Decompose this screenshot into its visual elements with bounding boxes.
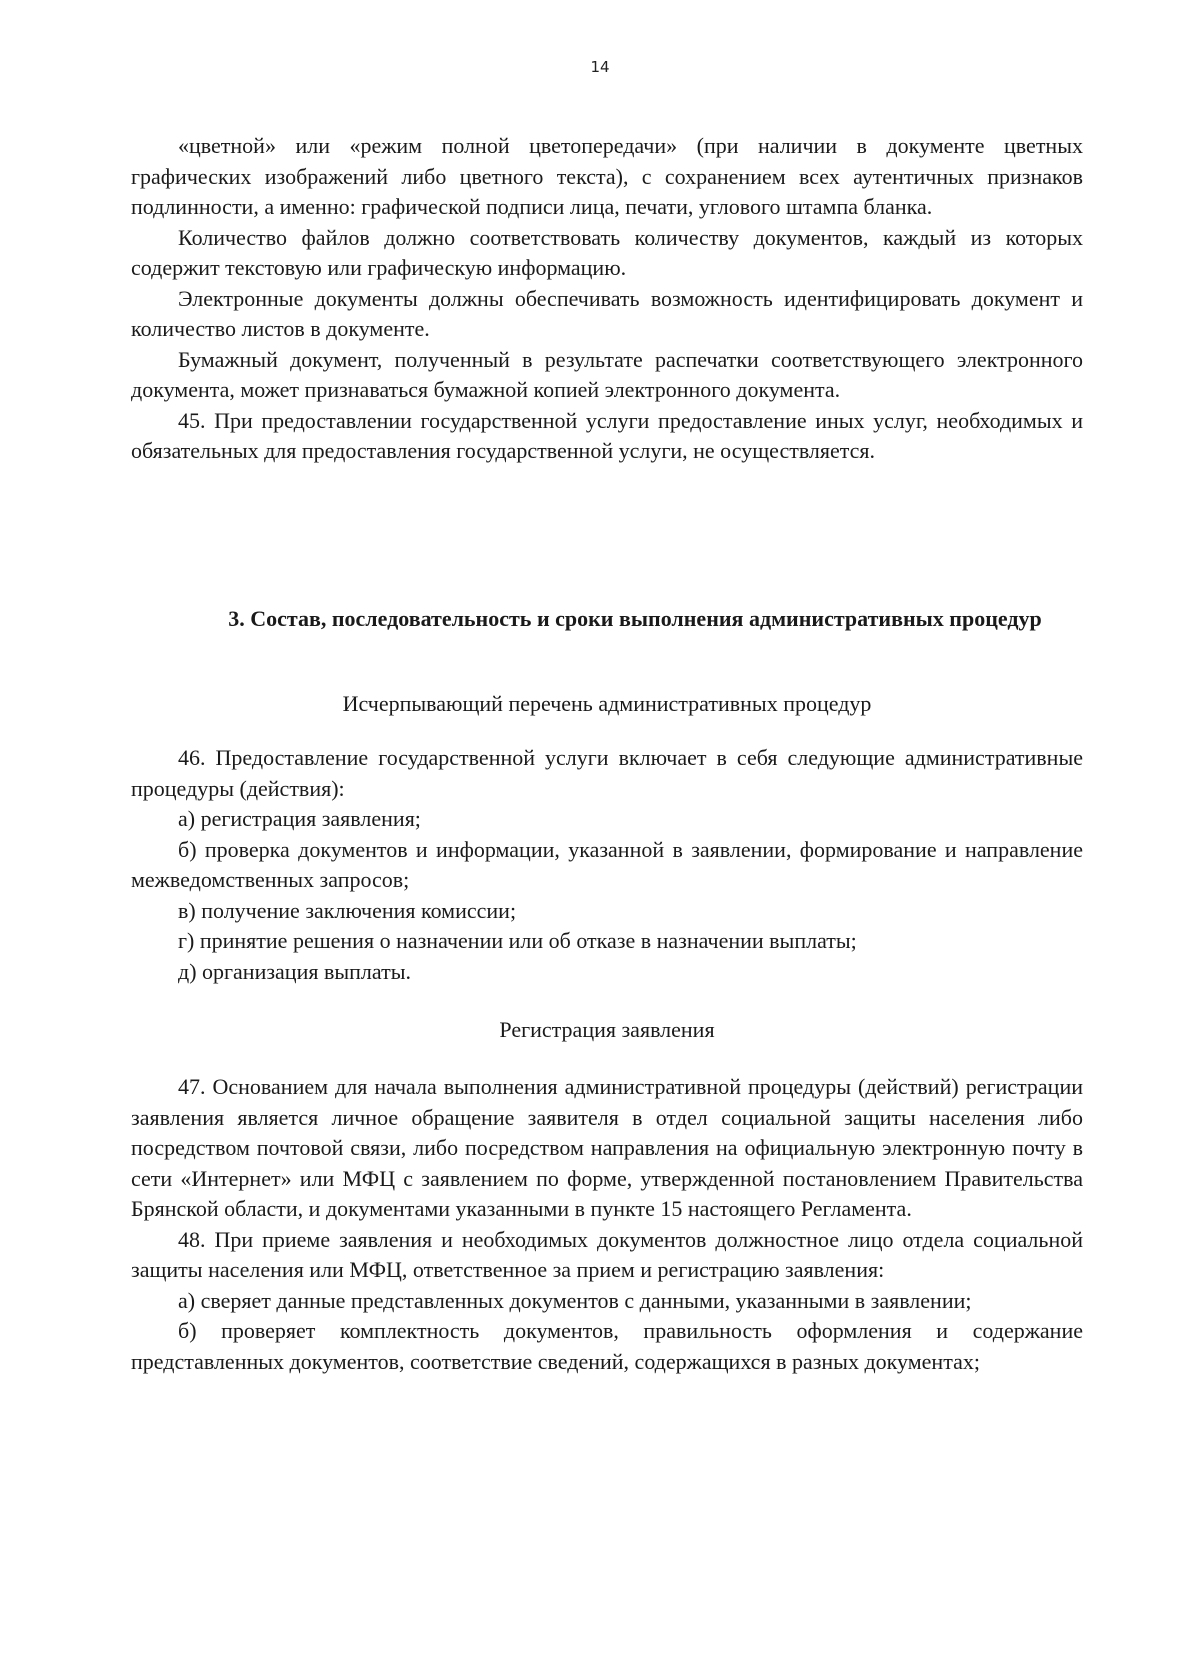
page-number: 14 xyxy=(590,58,610,76)
list-item: г) принятие решения о назначении или об отказе в назначении выплаты; xyxy=(178,928,857,953)
list-item: д) организация выплаты. xyxy=(178,958,411,984)
subheading-registration: Регистрация заявления xyxy=(499,1017,715,1042)
paragraph-item-47: 47. Основанием для начала выполнения административной процедуры (действий) регистрации заявления является личное обращение заявителя в отдел социальной защиты населения либо посредством почтовой связи, либо посредством направления на официальную электронную почту в сети «Интернет» или МФЦ с заявлением по форме, утвержденной постановлением Правительства Брянской области, и документами указанными в пункте 15 настоящего Регламента. xyxy=(131,1074,1083,1221)
subheading-procedures-list: Исчерпывающий перечень административных процедур xyxy=(342,691,872,716)
paragraph-item-45: 45. При предоставлении государственной услуги предоставление иных услуг, необходимых и обязательных для предоставления государственной услуги, не осуществляется. xyxy=(131,407,1083,463)
text-block-procedures xyxy=(131,743,1083,987)
text-block-registration xyxy=(131,1072,1083,1377)
list-item: а) регистрация заявления; xyxy=(178,806,421,831)
list-item: б) проверка документов и информации, указанной в заявлении, формирование и направление межведомственных запросов; xyxy=(131,836,1083,892)
list-item: б) проверяет комплектность документов, правильность оформления и содержание представленных документов, соответствие сведений, содержащихся в разных документах; xyxy=(131,1318,1083,1374)
paragraph: Бумажный документ, полученный в результате распечатки соответствующего электронного документа, может признаваться бумажной копией электронного документа. xyxy=(131,346,1083,402)
paragraph-item-46: 46. Предоставление государственной услуги включает в себя следующие административные процедуры (действия): xyxy=(131,745,1083,801)
paragraph: Количество файлов должно соответствовать количеству документов, каждый из которых содержит текстовую или графическую информацию. xyxy=(131,224,1083,280)
paragraph-item-48: 48. При приеме заявления и необходимых документов должностное лицо отдела социальной защиты населения или МФЦ, ответственное за прием и регистрацию заявления: xyxy=(131,1226,1083,1282)
paragraph: Электронные документы должны обеспечивать возможность идентифицировать документ и количество листов в документе. xyxy=(131,285,1083,341)
list-item: в) получение заключения комиссии; xyxy=(178,897,517,923)
list-item: а) сверяет данные представленных документов с данными, указанными в заявлении; xyxy=(178,1287,972,1313)
section-heading: 3. Состав, последовательность и сроки выполнения административных процедур xyxy=(228,606,1042,631)
text-block-intro xyxy=(131,131,1083,467)
paragraph: «цветной» или «режим полной цветопередачи» (при наличии в документе цветных графических изображений либо цветного текста), с сохранением всех аутентичных признаков подлинности, а именно: графической подписи лица, печати, углового штампа бланка. xyxy=(131,133,1083,219)
